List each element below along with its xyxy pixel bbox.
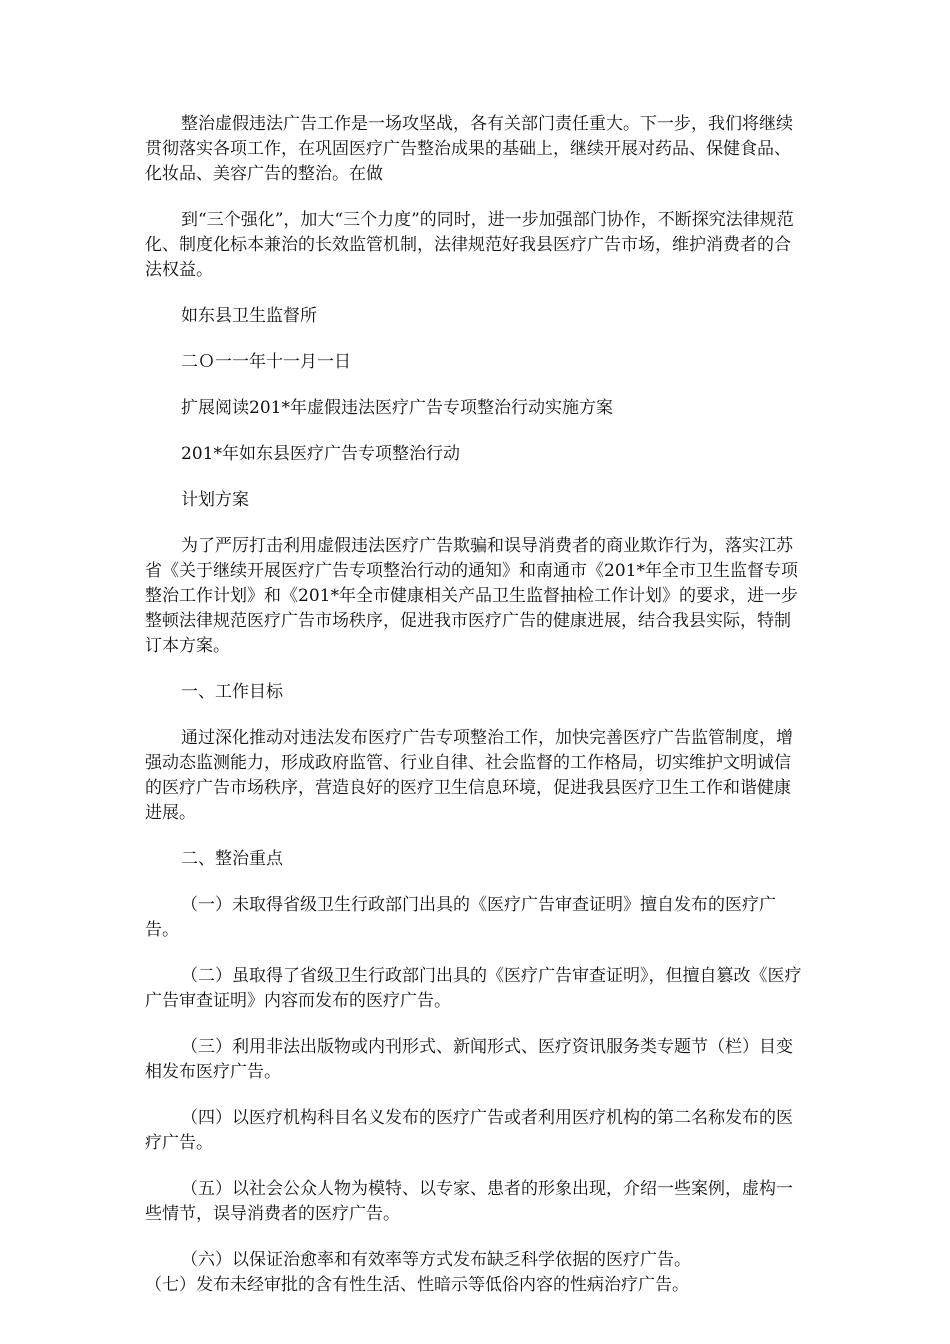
extended-reading-title: 扩展阅读201*年虚假违法医疗广告专项整治行动实施方案 bbox=[181, 398, 613, 418]
focus-item-4: （四）以医疗机构科目名义发布的医疗广告或者利用医疗机构的第二名称发布的医疗广告。 bbox=[145, 1108, 793, 1153]
focus-item-3: （三）利用非法出版物或内刊形式、新闻形式、医疗资讯服务类专题节（栏）目变相发布医疗广告。 bbox=[145, 1037, 793, 1082]
plan-title-line-1: 201*年如东县医疗广告专项整治行动 bbox=[181, 444, 460, 464]
section-heading-focus: 二、整治重点 bbox=[181, 849, 283, 869]
paragraph-continuation: 到“三个强化”，加大“三个力度”的同时，进一步加强部门协作，不断探究法律规范化、制度化标本兼治的长效监管机制，法律规范好我县医疗广告市场，维护消费者的合法权益。 bbox=[145, 210, 794, 280]
focus-item-6: （六）以保证治愈率和有效率等方式发布缺乏科学依据的医疗广告。 bbox=[181, 1250, 691, 1270]
focus-item-7: （七）发布未经审批的含有性生活、性暗示等低俗内容的性病治疗广告。 bbox=[145, 1275, 689, 1295]
paragraph-intro: 整治虚假违法广告工作是一场攻坚战，各有关部门责任重大。下一步，我们将继续贯彻落实各项工作，在巩固医疗广告整治成果的基础上，继续开展对药品、保健食品、化妆品、美容广告的整治。在做 bbox=[145, 114, 793, 184]
plan-title-line-2: 计划方案 bbox=[181, 490, 249, 510]
focus-item-1: （一）未取得省级卫生行政部门出具的《医疗广告审查证明》擅自发布的医疗广告。 bbox=[145, 895, 776, 940]
section-heading-goals: 一、工作目标 bbox=[181, 682, 283, 702]
signature-organization: 如东县卫生监督所 bbox=[181, 306, 317, 326]
focus-item-5: （五）以社会公众人物为模特、以专家、患者的形象出现，介绍一些案例，虚构一些情节，误导消费者的医疗广告。 bbox=[145, 1179, 793, 1224]
signature-date: 二Ｏ一一年十一月一日 bbox=[181, 352, 351, 372]
paragraph-goals: 通过深化推动对违法发布医疗广告专项整治工作，加快完善医疗广告监管制度，增强动态监测能力，形成政府监管、行业自律、社会监督的工作格局，切实维护文明诚信的医疗广告市场秩序，营造良好的医疗卫生信息环境，促进我县医疗卫生工作和谐健康进展。 bbox=[145, 728, 793, 823]
paragraph-purpose: 为了严厉打击利用虚假违法医疗广告欺骗和误导消费者的商业欺诈行为，落实江苏省《关于继续开展医疗广告专项整治行动的通知》和南通市《201*年全市卫生监督专项整治工作计划》和《201*年全市健康相关产品卫生监督抽检工作计划》的要求，进一步整顿法律规范医疗广告市场秩序，促进我市医疗广告的健康进展，结合我县实际，特制订本方案。 bbox=[145, 536, 798, 656]
focus-item-2: （二）虽取得了省级卫生行政部门出具的《医疗广告审查证明》，但擅自篡改《医疗广告审查证明》内容而发布的医疗广告。 bbox=[145, 966, 802, 1011]
